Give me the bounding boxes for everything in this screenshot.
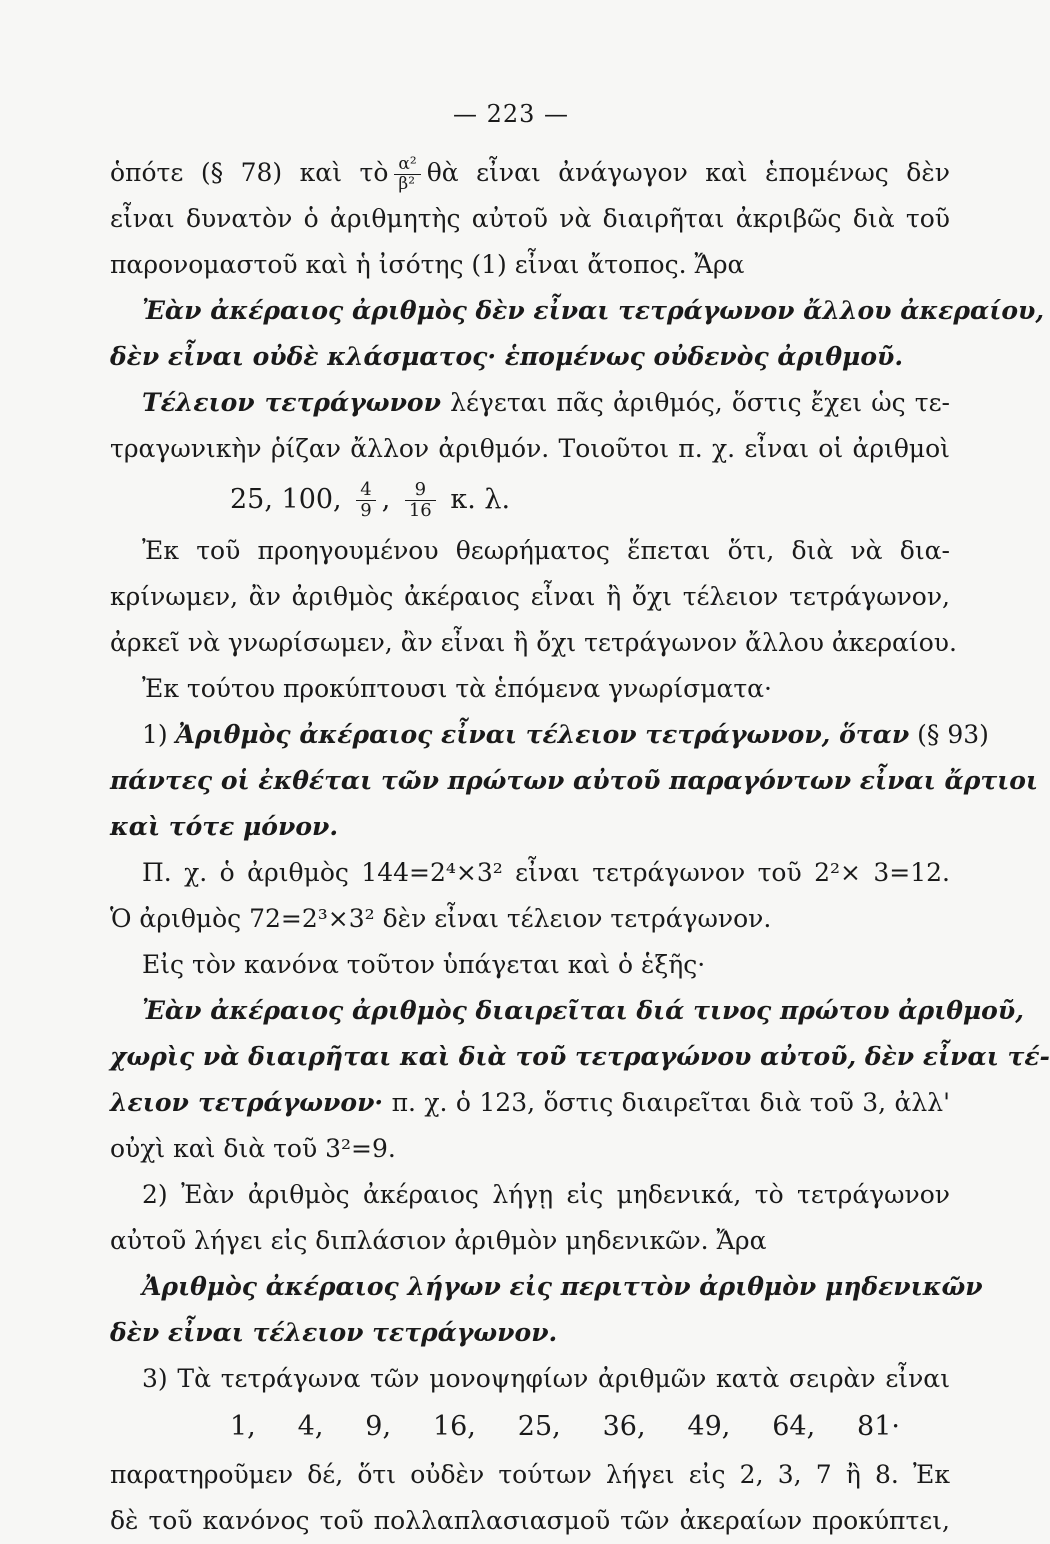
text-line: ἀρκεῖ νὰ γνωρίσωμεν, ἂν εἶναι ἢ ὄχι τετράγωνον ἄλλου ἀκεραίου. <box>110 628 957 657</box>
rule-line: δὲν εἶναι τέλειον τετράγωνον. <box>110 1318 558 1347</box>
text-line: παρατηροῦμεν δέ, ὅτι οὐδὲν τούτων λήγει εἰς 2, 3, 7 ἢ 8. Ἐκ <box>110 1460 950 1489</box>
rule-line: καὶ τότε μόνον. <box>110 812 339 841</box>
theorem-line: Ἐὰν ἀκέραιος ἀριθμὸς δὲν εἶναι τετράγωνον ἄλλου ἀκεραίου, <box>142 296 1045 325</box>
text-line: 3) Τὰ τετράγωνα τῶν μονοψηφίων ἀριθμῶν κατὰ σειρὰν εἶναι <box>142 1364 950 1393</box>
text-line: λειον τετράγωνον· π. χ. ὁ 123, ὅστις διαιρεῖται διὰ τοῦ 3, ἀλλ' <box>110 1088 950 1117</box>
fraction: $\frac{9}{16}$ <box>405 480 436 521</box>
definition-line: Τέλειον τετράγωνον λέγεται πᾶς ἀριθμός, ὅστις ἔχει ὡς τε- <box>142 388 950 417</box>
term: Τέλειον τετράγωνον <box>142 388 441 417</box>
text-line: αὐτοῦ λήγει εἰς διπλάσιον ἀριθμὸν μηδενικῶν. Ἄρα <box>110 1226 767 1255</box>
theorem-line: δὲν εἶναι οὐδὲ κλάσματος· ἑπομένως οὐδενὸς ἀριθμοῦ. <box>110 342 904 371</box>
text-line: κρίνωμεν, ἂν ἀριθμὸς ἀκέραιος εἶναι ἢ ὄχι τέλειον τετράγωνον, <box>110 582 950 611</box>
text-line: παρονομαστοῦ καὶ ἡ ἰσότης (1) εἶναι ἄτοπος. Ἄρα <box>110 250 745 279</box>
text-line: 2) Ἐὰν ἀριθμὸς ἀκέραιος λήγῃ εἰς μηδενικά, τὸ τετράγωνον <box>142 1180 950 1209</box>
rule-line: Ἐὰν ἀκέραιος ἀριθμὸς διαιρεῖται διά τινος πρώτου ἀριθμοῦ, <box>142 996 1024 1025</box>
text-line: Ἐκ τοῦ προηγουμένου θεωρήματος ἕπεται ὅτι, διὰ νὰ δια- <box>142 536 950 565</box>
text-line: Ἐκ τούτου προκύπτουσι τὰ ἑπόμενα γνωρίσματα· <box>142 674 772 703</box>
rule-line: 1) Ἀριθμὸς ἀκέραιος εἶναι τέλειον τετράγωνον, ὅταν (§ 93) <box>142 720 989 749</box>
text-line: ὁπότε (§ 78) καὶ τὸ $\frac{\text{α²}}{\text{β²}}$ θὰ εἶναι ἀνάγωγον καὶ ἑπομένως δὲν <box>110 154 950 194</box>
page-number: — 223 — <box>452 100 570 128</box>
text-line: Ὁ ἀριθμὸς 72=2³×3² δὲν εἶναι τέλειον τετράγωνον. <box>110 904 772 933</box>
text-line: εἶναι δυνατὸν ὁ ἀριθμητὴς αὐτοῦ νὰ διαιρῆται ἀκριβῶς διὰ τοῦ <box>110 204 950 233</box>
page-body <box>110 150 1050 1544</box>
rule-line: πάντες οἱ ἐκθέται τῶν πρώτων αὐτοῦ παραγόντων εἶναι ἄρτιοι <box>110 766 1039 795</box>
text-line: Π. χ. ὁ ἀριθμὸς 144=2⁴×3² εἶναι τετράγωνον τοῦ 2²× 3=12. <box>142 858 950 887</box>
rule-line: Ἀριθμὸς ἀκέραιος λήγων εἰς περιττὸν ἀριθμὸν μηδενικῶν <box>142 1272 983 1301</box>
squares-series: 1, 4, 9, 16, 25, 36, 49, 64, 81· <box>230 1411 900 1442</box>
text-line: οὐχὶ καὶ διὰ τοῦ 3²=9. <box>110 1134 396 1163</box>
fraction: $\frac{\text{α²}}{\text{β²}}$ <box>394 155 420 194</box>
example-numbers: 25, 100, $\frac{4}{9}$ , $\frac{9}{16}$ κ. λ. <box>230 479 511 521</box>
rule-line: χωρὶς νὰ διαιρῆται καὶ διὰ τοῦ τετραγώνου αὐτοῦ, δὲν εἶναι τέ- <box>110 1042 1050 1071</box>
text-line: τραγωνικὴν ῥίζαν ἄλλον ἀριθμόν. Τοιοῦτοι π. χ. εἶναι οἱ ἀριθμοὶ <box>110 434 950 463</box>
fraction: $\frac{4}{9}$ <box>356 480 375 521</box>
text-line: Εἰς τὸν κανόνα τοῦτον ὑπάγεται καὶ ὁ ἑξῆς· <box>142 950 706 979</box>
text-line: δὲ τοῦ κανόνος τοῦ πολλαπλασιασμοῦ τῶν ἀκεραίων προκύπτει, <box>110 1506 950 1535</box>
